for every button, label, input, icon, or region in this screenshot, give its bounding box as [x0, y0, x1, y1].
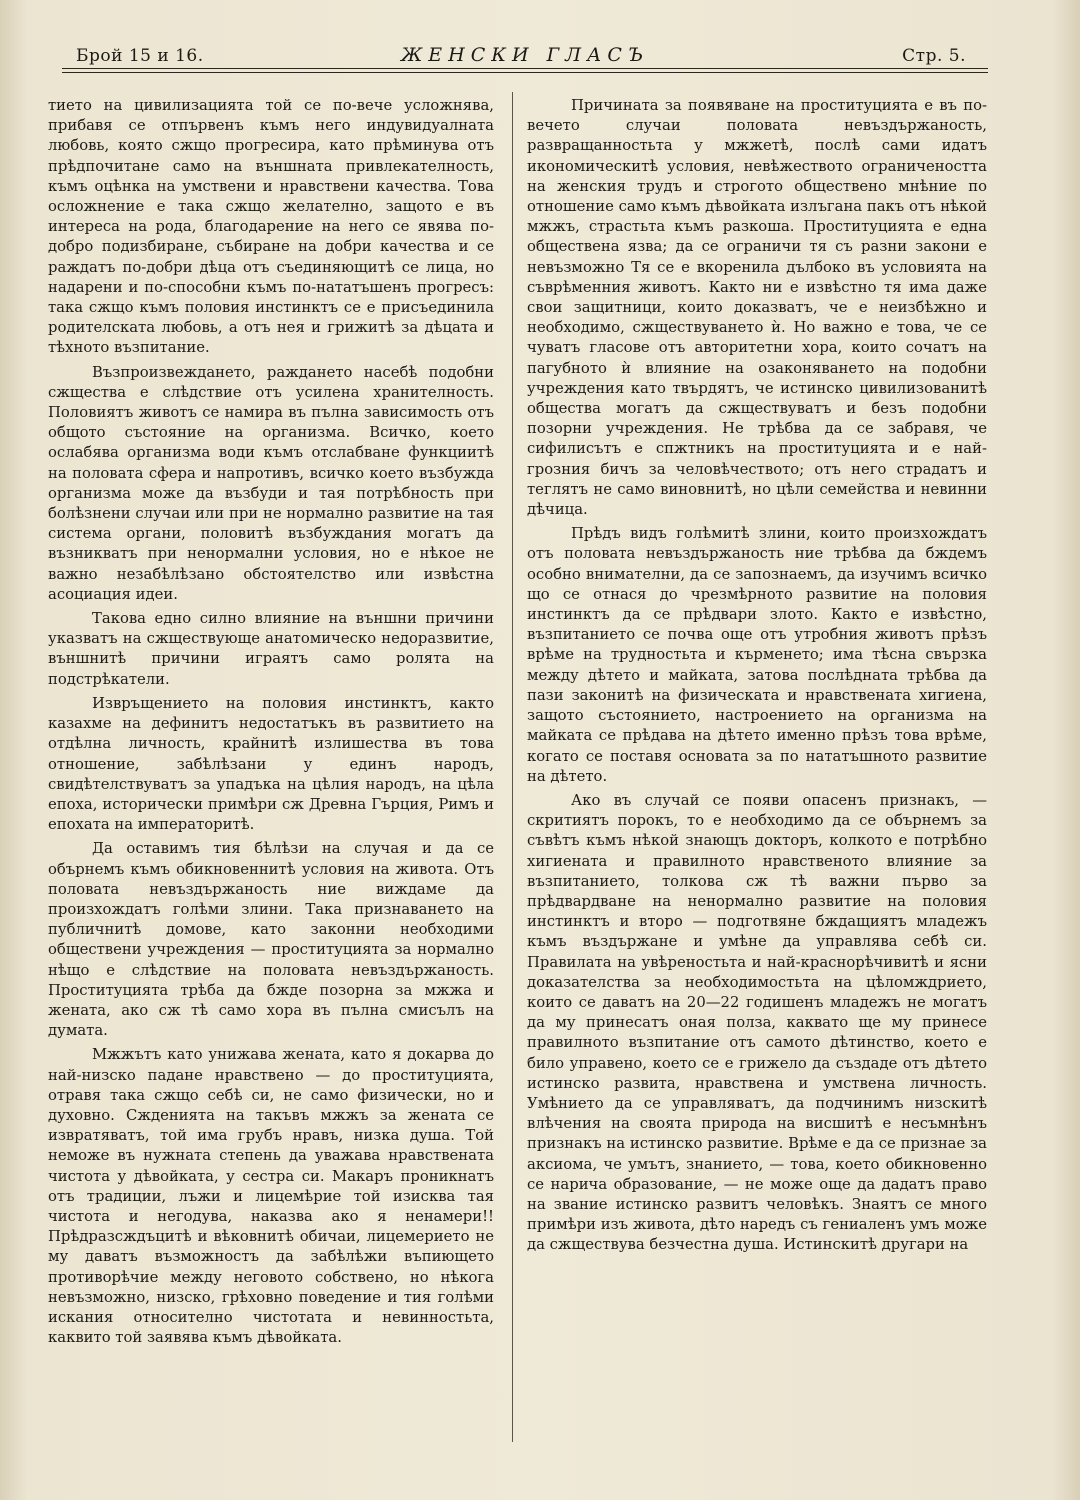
paragraph: Прѣдъ видъ голѣмитѣ злини, които произхождатъ отъ половата невъздържаность ние трѣбва да бждемъ особно внимателни, да се запознаемъ, да изучимъ всичко що се отнася до чрезмѣрното развитие на половия инстинктъ да се прѣдвари злото. Както е извѣстно, възпитанието се почва още отъ утробния животъ прѣзъ врѣме на трудностьта и кърменето; има тѣсна свързка между дѣтето и майката, затова послѣдната трѣбва да пази законитѣ на физическата и нравствената хигиена, защото състоянието, настроението на организма на майката се прѣдава на дѣтето именно прѣзъ това врѣме, когато се поставя основата за по нататъшното развитие на дѣтето.	[527, 525, 987, 785]
left-column	[48, 96, 494, 1441]
newspaper-title: ЖЕНСКИ ГЛАСЪ	[400, 44, 650, 66]
paragraph: Мжжътъ като унижава жената, като я докарва до най-низско падане нравствено — до проституцията, отравя така сжщо себѣ си, не само физически, но и духовно. Сжденията на такъвъ мжжъ за жената се извратяватъ, той има грубъ нравъ, низка душа. Той неможе въ нужната степень да уважава нравствената чистота у дѣвойката, у сестра си. Макаръ проникнатъ отъ традиции, лъжи и лицемѣрие той изисква тая чистота и негодува, наказва ако я ненамери!! Прѣдразсждъцитѣ и вѣковнитѣ обичаи, лицемерието не му даватъ възможностъ да забѣлѣжи въпиющето противорѣчие между неговото собствено, но нѣкога невъзможно, низско, грѣховно поведение и тия голѣми искания относително чистотата и невинностьта, каквито той заявява къмъ дѣвойката.	[48, 1046, 494, 1347]
page-header	[62, 40, 988, 70]
paragraph: Възпроизвеждането, раждането насебѣ подобни сжщества е слѣдствие отъ усилена хранителность. Половиятъ животъ се намира въ пълна зависимость отъ общото състояние на организма. Всичко, което ослабява организма води къмъ отслабване функциитѣ на половата сфера и напротивъ, всичко което възбужда организма може да възбуди и тая потрѣбность при болѣзнени случаи или при не нормално развитие на тая система органи, половитѣ възбуждания могатъ да възникватъ при ненормални условия, но е нѣкое не важно незабѣлѣзано обстоятелство или извѣстна асоциация идеи.	[48, 363, 494, 603]
paragraph: тието на цивилизацията той се по-вече усложнява, прибавя се отпървенъ къмъ него индувидуалната любовь, която сжщо прогресира, като прѣминува отъ прѣдпочитане само на външната привлекателность, къмъ оцѣнка на умствени и нравствени качества. Това осложнение е така сжщо желателно, защото е въ интереса на рода, благодарение на него се явява по-добро подизбиране, събиране на добри качества и се раждатъ по-добри дѣца отъ съединяющитѣ се лица, но надарени и по-способни къмъ по-нататъшенъ прогресъ: така сжщо къмъ половия инстинктъ се е присъединила родителската любовь, а отъ нея и грижитѣ за дѣцата и тѣхното възпитание.	[48, 97, 494, 357]
paragraph: Ако въ случай се появи опасенъ признакъ, — скритиятъ порокъ, то е необходимо да се обърнемъ за съвѣтъ къмъ нѣкой знающъ докторъ, колкото е потрѣбно хигиената и правилното нравственото влияние за възпитанието, толкова сж тѣ важни първо за прѣдвардване на ненормално развитие на половия инстинктъ и второ — подготвяне бждащиятъ младежъ къмъ въздържане и умѣне да управлява себѣ си. Правилата на увѣреностьта и най-краснорѣчивитѣ и ясни доказателства за необходимостьта на цѣломждрието, които се даватъ на 20—22 годишенъ младежъ не могатъ да му принесатъ оная полза, каквато ще му принесе правилното възпитание отъ самото дѣтинство, което е било управено, което се е грижело да създаде отъ дѣтето истинско развита, нравствена и умствена личность. Умѣнието да се управляватъ, да подчинимъ низскитѣ влѣчения на своята природа на висшитѣ е несъмнѣнъ признакъ на истинско развитие. Врѣме е да се признае за аксиома, че умътъ, знанието, — това, което обикновенно се нарича образование, — не може още да дадатъ право на звание истинско развитъ человѣкъ. Знаятъ се много примѣри изъ живота, дѣто наредъ съ гениаленъ умъ може да сжществува безчестна душа. Истинскитѣ другари на	[527, 791, 987, 1254]
column-divider	[512, 92, 513, 1442]
paragraph: Такова едно силно влияние на външни причини указватъ на сжществующе анатомическо недоразвитие, външнитѣ причини играятъ само ролята на подстрѣкатели.	[48, 610, 494, 688]
issue-number: Брой 15 и 16.	[76, 46, 204, 66]
header-rule	[62, 68, 988, 69]
page-number: Стр. 5.	[902, 46, 966, 66]
right-column	[527, 96, 987, 1441]
paragraph: Да оставимъ тия бѣлѣзи на случая и да се обърнемъ къмъ обикновеннитѣ условия на живота. Отъ половата невъздържаность ние виждаме да произхождатъ голѣми злини. Така признаването на публичнитѣ домове, като законни необходими обществени учреждения — проституцията за нормално нѣщо е слѣдствие на половата невъздържаность. Проституцията трѣба да бжде позорна за мжжа и жената, ако сж тѣ само хора въ пълна смисълъ на думата.	[48, 840, 494, 1040]
paragraph: Извръщението на половия инстинктъ, както казахме на дефинитъ недостатъкъ въ развитието на отдѣлна личность, крайнитѣ излишества въ това отношение, забѣлѣзани у единъ народъ, свидѣтелствуватъ за упадъка на цѣлия народъ, на цѣла епоха, исторически примѣри сж Древна Гърция, Римъ и епохата на императоритѣ.	[48, 694, 494, 834]
header-rule-thin	[62, 72, 988, 73]
paragraph: Причината за появяване на проституцията е въ по-вечето случаи половата невъздържаность, развращанностьта у мжжетѣ, послѣ сами идатъ икономическитѣ условия, невѣжеството ограничеността на женския трудъ и строгото обществено мнѣние по отношение само къмъ дѣвойката излъгана пакъ отъ нѣкой мжжъ, страстьта къмъ разкоша. Проституцията е една обществена язва; да се ограничи тя съ разни закони е невъзможно Тя се е вкоренила дълбоко въ условията на съврѣменния животъ. Както ни е извѣстно тя има даже свои защитници, които доказватъ, че е неизбѣжно и необходимо, сжществуването ѝ. Но важно е това, че се чуватъ гласове отъ авторитетни хора, които сочатъ на пагубното ѝ влияние на озаконяването на подобни учреждения като твърдятъ, че истинско цивилизованитѣ общества могатъ да сжществуватъ и безъ подобни позорни учреждения. Не трѣбва да се забравя, че сифилисътъ е спжтникъ на проституцията и е най-грозния бичъ за человѣчеството; отъ него страдатъ и теглятъ не само виновнитѣ, но цѣли семейства и невинни дѣчица.	[527, 97, 987, 519]
